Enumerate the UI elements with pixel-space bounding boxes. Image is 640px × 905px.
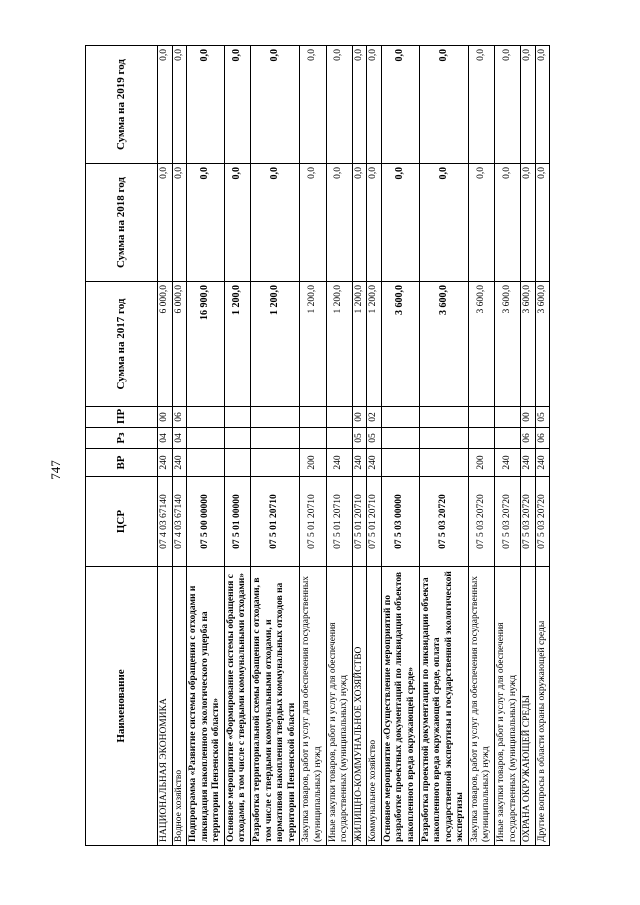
row-amount-2018: 0,0	[535, 164, 550, 282]
row-csr: 07 5 03 20720	[535, 477, 550, 567]
row-amount-2017: 3 600,0	[535, 282, 550, 407]
row-amount-2018: 0,0	[521, 164, 536, 282]
row-rz: 05	[352, 428, 367, 449]
row-csr: 07 5 01 20710	[251, 477, 300, 567]
row-name: НАЦИОНАЛЬНАЯ ЭКОНОМИКА	[158, 567, 173, 846]
col-header-pr: ПР	[86, 407, 158, 428]
row-name: Основное мероприятие «Формирование системы обращения с отходами, в том числе с твердыми коммунальными отходами»	[224, 567, 250, 846]
row-amount-2017: 3 600,0	[419, 282, 468, 407]
row-amount-2019: 0,0	[468, 46, 494, 164]
col-header-rz: Рз	[86, 428, 158, 449]
row-name: Разработка проектной документации по ликвидации объекта накопленного вреда окружающей среде, оплата государственной экспертизы и государственной экологической экспертизы	[419, 567, 468, 846]
row-csr: 07 5 01 20710	[352, 477, 367, 567]
row-amount-2018: 0,0	[158, 164, 173, 282]
header-row	[86, 46, 158, 846]
row-rz	[300, 428, 326, 449]
row-vr	[251, 449, 300, 477]
row-pr: 00	[352, 407, 367, 428]
row-pr	[326, 407, 352, 428]
row-amount-2017: 3 600,0	[468, 282, 494, 407]
row-amount-2019: 0,0	[224, 46, 250, 164]
table-row	[300, 46, 326, 846]
row-amount-2018: 0,0	[352, 164, 367, 282]
row-csr: 07 5 03 00000	[381, 477, 419, 567]
row-csr: 07 4 03 67140	[172, 477, 187, 567]
row-amount-2019: 0,0	[326, 46, 352, 164]
row-csr: 07 5 01 20710	[326, 477, 352, 567]
row-amount-2018: 0,0	[187, 164, 225, 282]
page-number: 747	[48, 460, 63, 480]
row-csr: 07 5 01 00000	[224, 477, 250, 567]
row-pr	[251, 407, 300, 428]
row-name: Основное мероприятие «Осуществление мероприятий по разработке проектных документаций по ликвидации объектов накопленного вреда окружающей среде»	[381, 567, 419, 846]
table-row	[367, 46, 382, 846]
row-amount-2018: 0,0	[495, 164, 521, 282]
table-row	[381, 46, 419, 846]
row-amount-2019: 0,0	[381, 46, 419, 164]
row-vr: 240	[172, 449, 187, 477]
row-vr	[381, 449, 419, 477]
row-amount-2017: 1 200,0	[251, 282, 300, 407]
table-row	[187, 46, 225, 846]
row-pr: 02	[367, 407, 382, 428]
row-amount-2017: 1 200,0	[326, 282, 352, 407]
row-rz: 06	[535, 428, 550, 449]
row-rz	[495, 428, 521, 449]
table-row	[468, 46, 494, 846]
col-header-name: Наименование	[86, 567, 158, 846]
table-row	[419, 46, 468, 846]
row-amount-2018: 0,0	[367, 164, 382, 282]
row-rz: 04	[172, 428, 187, 449]
row-name: Иные закупки товаров, работ и услуг для обеспечения государственных (муниципальных) нужд	[495, 567, 521, 846]
row-name: Водное хозяйство	[172, 567, 187, 846]
row-pr	[495, 407, 521, 428]
col-header-csr: ЦСР	[86, 477, 158, 567]
row-pr: 00	[158, 407, 173, 428]
row-amount-2019: 0,0	[158, 46, 173, 164]
table-row	[326, 46, 352, 846]
row-pr	[468, 407, 494, 428]
row-amount-2019: 0,0	[187, 46, 225, 164]
row-amount-2019: 0,0	[495, 46, 521, 164]
table-row	[224, 46, 250, 846]
row-vr	[187, 449, 225, 477]
row-rz	[187, 428, 225, 449]
row-csr: 07 5 03 20720	[468, 477, 494, 567]
row-amount-2017: 1 200,0	[352, 282, 367, 407]
row-name: Закупка товаров, работ и услуг для обеспечения государственных (муниципальных) нужд	[300, 567, 326, 846]
row-amount-2018: 0,0	[251, 164, 300, 282]
row-vr: 240	[521, 449, 536, 477]
row-name: Другие вопросы в области охраны окружающей среды	[535, 567, 550, 846]
row-pr: 05	[535, 407, 550, 428]
row-rz	[251, 428, 300, 449]
row-name: Закупка товаров, работ и услуг для обеспечения государственных (муниципальных) нужд	[468, 567, 494, 846]
budget-table	[85, 45, 550, 846]
row-amount-2017: 16 900,0	[187, 282, 225, 407]
table-row	[352, 46, 367, 846]
row-amount-2017: 1 200,0	[367, 282, 382, 407]
row-amount-2019: 0,0	[300, 46, 326, 164]
row-amount-2019: 0,0	[367, 46, 382, 164]
row-amount-2017: 3 600,0	[495, 282, 521, 407]
col-header-2017: Сумма на 2017 год	[86, 282, 158, 407]
row-amount-2018: 0,0	[419, 164, 468, 282]
row-name: Иные закупки товаров, работ и услуг для обеспечения государственных (муниципальных) нужд	[326, 567, 352, 846]
row-name: ОХРАНА ОКРУЖАЮЩЕЙ СРЕДЫ	[521, 567, 536, 846]
row-name: Разработка территориальной схемы обращения с отходами, в том числе с твердыми коммунальными отходами, и нормативов накопления твердых коммунальных отходов на территории Пензенской области	[251, 567, 300, 846]
row-amount-2017: 1 200,0	[300, 282, 326, 407]
row-vr	[224, 449, 250, 477]
row-amount-2018: 0,0	[381, 164, 419, 282]
table-row	[521, 46, 536, 846]
row-amount-2019: 0,0	[352, 46, 367, 164]
budget-table-rotated	[85, 46, 567, 846]
row-rz: 04	[158, 428, 173, 449]
row-rz	[419, 428, 468, 449]
table-row	[535, 46, 550, 846]
row-vr: 240	[326, 449, 352, 477]
row-name: Коммунальное хозяйство	[367, 567, 382, 846]
row-pr: 00	[521, 407, 536, 428]
row-rz	[224, 428, 250, 449]
row-pr	[224, 407, 250, 428]
row-pr	[187, 407, 225, 428]
row-csr: 07 5 03 20720	[495, 477, 521, 567]
row-amount-2019: 0,0	[172, 46, 187, 164]
row-vr: 240	[535, 449, 550, 477]
row-vr: 200	[468, 449, 494, 477]
row-amount-2017: 3 600,0	[381, 282, 419, 407]
row-pr: 06	[172, 407, 187, 428]
row-rz	[468, 428, 494, 449]
row-name: Подпрограмма «Развитие системы обращения с отходами и ликвидация накопленного экологического ущерба на территории Пензенской области»	[187, 567, 225, 846]
col-header-2018: Сумма на 2018 год	[86, 164, 158, 282]
row-csr: 07 5 03 20720	[419, 477, 468, 567]
row-csr: 07 4 03 67140	[158, 477, 173, 567]
row-vr	[419, 449, 468, 477]
row-pr	[300, 407, 326, 428]
row-rz: 05	[367, 428, 382, 449]
row-amount-2018: 0,0	[224, 164, 250, 282]
row-amount-2017: 6 000,0	[172, 282, 187, 407]
row-pr	[419, 407, 468, 428]
table-row	[158, 46, 173, 846]
row-amount-2018: 0,0	[172, 164, 187, 282]
row-vr: 200	[300, 449, 326, 477]
row-amount-2018: 0,0	[468, 164, 494, 282]
row-csr: 07 5 03 20720	[521, 477, 536, 567]
row-rz	[326, 428, 352, 449]
row-vr: 240	[495, 449, 521, 477]
row-amount-2017: 1 200,0	[224, 282, 250, 407]
col-header-vr: ВР	[86, 449, 158, 477]
row-amount-2019: 0,0	[419, 46, 468, 164]
row-vr: 240	[352, 449, 367, 477]
table-row	[251, 46, 300, 846]
row-amount-2017: 6 000,0	[158, 282, 173, 407]
row-csr: 07 5 01 20710	[367, 477, 382, 567]
row-pr	[381, 407, 419, 428]
col-header-2019: Сумма на 2019 год	[86, 46, 158, 164]
row-amount-2019: 0,0	[251, 46, 300, 164]
row-csr: 07 5 01 20710	[300, 477, 326, 567]
row-vr: 240	[367, 449, 382, 477]
row-name: ЖИЛИЩНО-КОММУНАЛЬНОЕ ХОЗЯЙСТВО	[352, 567, 367, 846]
row-amount-2018: 0,0	[300, 164, 326, 282]
row-amount-2019: 0,0	[535, 46, 550, 164]
row-amount-2017: 3 600,0	[521, 282, 536, 407]
row-vr: 240	[158, 449, 173, 477]
row-csr: 07 5 00 00000	[187, 477, 225, 567]
row-amount-2018: 0,0	[326, 164, 352, 282]
row-rz: 06	[521, 428, 536, 449]
row-amount-2019: 0,0	[521, 46, 536, 164]
table-row	[495, 46, 521, 846]
row-rz	[381, 428, 419, 449]
table-body	[158, 46, 550, 846]
table-row	[172, 46, 187, 846]
